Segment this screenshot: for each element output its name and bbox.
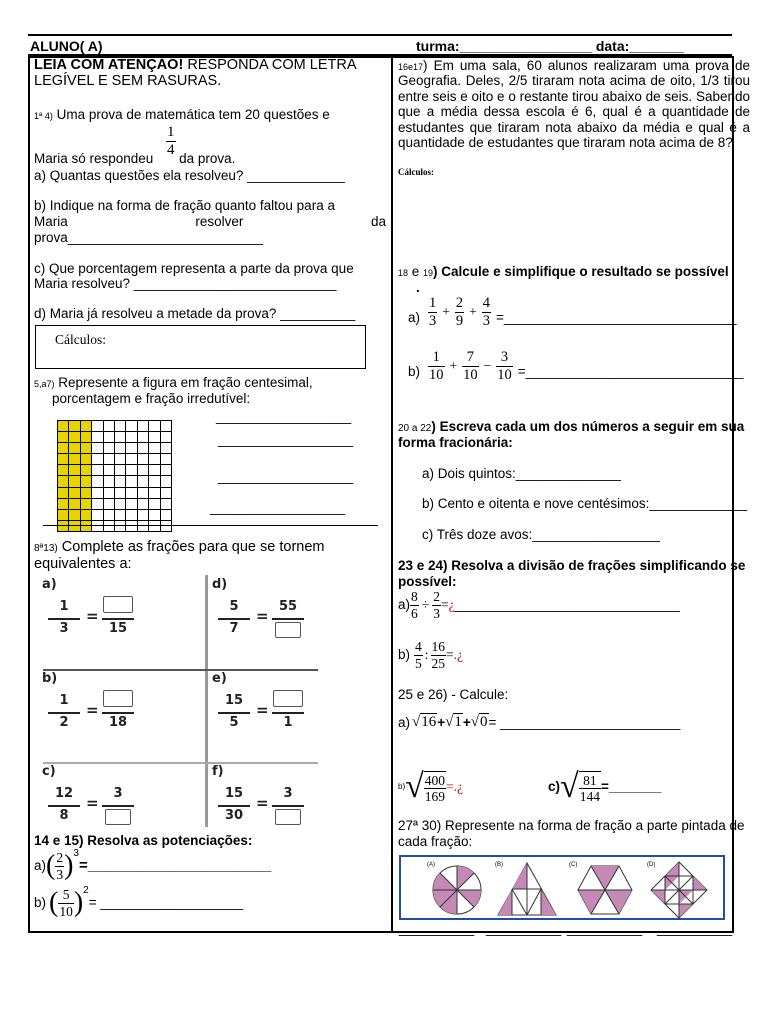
grid-cell-shaded bbox=[69, 421, 80, 432]
shape-answer-c[interactable]: __________ bbox=[567, 921, 643, 936]
calculations-label: Cálculos: bbox=[55, 332, 106, 347]
grid-cell bbox=[92, 487, 103, 498]
question-14a: a) ( 2 3 ) $^3$ =______________________ bbox=[34, 848, 272, 882]
grid-cell bbox=[103, 476, 114, 487]
grid-cell-shaded bbox=[58, 487, 69, 498]
class-date-label: turma:_________________ data:_______ bbox=[416, 38, 684, 54]
equals-sign: = bbox=[256, 794, 269, 812]
grid-cell-shaded bbox=[69, 443, 80, 454]
grid-cell bbox=[114, 476, 125, 487]
grid-cell bbox=[149, 487, 160, 498]
grid-cell bbox=[92, 454, 103, 465]
question-1-fraction: 1 4 bbox=[167, 124, 175, 158]
equiv-target-fraction: 3 bbox=[272, 783, 304, 829]
grid-cell-shaded bbox=[69, 509, 80, 520]
question-18b: b) $\frac{1}{10}$ + $\frac{7}{10}$ − $\frac{3}{10}$ =_____________________________ bbox=[408, 349, 744, 383]
grid-baseline bbox=[43, 525, 378, 526]
sum-fraction bbox=[455, 296, 464, 328]
grid-cell-shaded bbox=[80, 476, 91, 487]
hundred-grid bbox=[57, 420, 172, 532]
grid-cell bbox=[103, 432, 114, 443]
grid-cell-shaded bbox=[58, 509, 69, 520]
question-20b: b) Cento e oitenta e nove centésimos:_____________ bbox=[422, 496, 747, 511]
grid-cell-shaded bbox=[80, 509, 91, 520]
answer-line[interactable]: =_____________________________ bbox=[517, 364, 744, 380]
grid-cell bbox=[137, 476, 148, 487]
equiv-target-fraction: 15 bbox=[102, 596, 134, 642]
question-1c-line1: c) Que porcentagem representa a parte da prova que bbox=[34, 261, 354, 276]
question-25a: a) √16 + √1 + √0 = ________________________ bbox=[398, 714, 681, 730]
shape-c-label: (C) bbox=[569, 862, 578, 868]
grid-cell bbox=[114, 454, 125, 465]
grid-cell bbox=[137, 509, 148, 520]
question-23-title: 23 e 24) Resolva a divisão de frações simplificando se possível: bbox=[398, 558, 746, 589]
grid-cell bbox=[149, 509, 160, 520]
numerator: 4 bbox=[482, 295, 491, 311]
grid-cell bbox=[137, 487, 148, 498]
grid-cell bbox=[160, 498, 171, 509]
column-divider bbox=[391, 56, 393, 933]
grid-cell bbox=[92, 509, 103, 520]
denominator: 10 bbox=[429, 366, 444, 383]
grid-cell bbox=[92, 465, 103, 476]
grid-cell-shaded bbox=[58, 443, 69, 454]
shape-a-label: (A) bbox=[427, 862, 435, 868]
question-1d: d) Maria já resolveu a metade da prova? __________ bbox=[34, 306, 356, 321]
grid-cell-shaded bbox=[58, 498, 69, 509]
grid-cell bbox=[126, 487, 137, 498]
grid-cell bbox=[137, 454, 148, 465]
grid-cell bbox=[160, 421, 171, 432]
grid-cell-shaded bbox=[80, 498, 91, 509]
grid-cell bbox=[126, 432, 137, 443]
grid-cell-shaded bbox=[80, 432, 91, 443]
denominator: 3 bbox=[429, 312, 437, 329]
equiv-target-fraction: 1 bbox=[272, 690, 304, 736]
grid-cell bbox=[92, 421, 103, 432]
answer-line-4[interactable]: __________________ bbox=[210, 500, 346, 515]
grid-cell bbox=[114, 487, 125, 498]
shape-d-label: (D) bbox=[647, 862, 656, 868]
question-8-line2: equivalentes a: bbox=[34, 556, 132, 572]
grid-cell-shaded bbox=[58, 465, 69, 476]
grid-cell bbox=[114, 509, 125, 520]
grid-cell-shaded bbox=[69, 487, 80, 498]
question-1-line2: Maria só respondeu da prova. bbox=[34, 151, 236, 166]
blank-box[interactable] bbox=[275, 622, 301, 638]
equiv-given-fraction: 12 8 bbox=[48, 783, 80, 829]
blank-box[interactable] bbox=[275, 809, 301, 825]
grid-cell-shaded bbox=[80, 421, 91, 432]
question-1-text: 1ª 4) Uma prova de matemática tem 20 questões e bbox=[34, 107, 330, 122]
grid-cell bbox=[114, 443, 125, 454]
question-16-calc-label: Cálculos: bbox=[398, 167, 434, 177]
grid-cell bbox=[103, 454, 114, 465]
answer-line-2[interactable]: __________________ bbox=[218, 432, 354, 447]
sum-fraction bbox=[428, 296, 437, 328]
grid-cell bbox=[126, 454, 137, 465]
grid-cell bbox=[126, 465, 137, 476]
equiv-label: e) bbox=[212, 671, 227, 686]
grid-cell bbox=[92, 476, 103, 487]
answer-line[interactable]: =_______________________________ bbox=[496, 310, 737, 326]
equiv-target-fraction: 3 bbox=[102, 783, 134, 829]
question-27-text: 27ª 30) Represente na forma de fração a parte pintada de cada fração: bbox=[398, 818, 745, 849]
grid-cell bbox=[103, 487, 114, 498]
equiv-divider-1 bbox=[43, 669, 318, 671]
question-1c-line2: Maria resolveu? ___________________________ bbox=[34, 276, 337, 291]
grid-cell bbox=[137, 421, 148, 432]
grid-cell bbox=[103, 421, 114, 432]
grid-cell-shaded bbox=[69, 498, 80, 509]
grid-cell-shaded bbox=[58, 432, 69, 443]
equiv-label: d) bbox=[212, 577, 228, 592]
equiv-label: c) bbox=[42, 764, 56, 779]
equiv-given-fraction: 15 30 bbox=[218, 783, 250, 829]
blank-box[interactable] bbox=[105, 809, 131, 825]
equals-sign: = bbox=[86, 794, 99, 812]
grid-cell-shaded bbox=[58, 476, 69, 487]
grid-cell bbox=[160, 432, 171, 443]
question-16-text: 16e17) Em uma sala, 60 alunos realizaram uma prova de Geografia. Deles, 2/5 tiraram nota acima de oito, 1/3 tirou entre seis e oito e o restante tirou abaixo de seis. Sabendo que a média dessa escola é 6, qual é a quantidade de estudantes que tiraram nota abaixo da média e qual é a quantidade de estudantes que tiraram nota acima de 8? bbox=[398, 58, 750, 150]
grid-cell bbox=[126, 421, 137, 432]
grid-cell bbox=[103, 465, 114, 476]
grid-cell bbox=[114, 432, 125, 443]
student-name-label: ALUNO( A) bbox=[30, 38, 103, 54]
equals-sign: = bbox=[256, 607, 269, 625]
grid-cell bbox=[149, 476, 160, 487]
grid-cell bbox=[160, 443, 171, 454]
equals-sign: = bbox=[86, 701, 99, 719]
sum-fraction bbox=[496, 350, 513, 382]
grid-cell bbox=[160, 487, 171, 498]
question-1a: a) Quantas questões ela resolveu? _____________ bbox=[34, 168, 345, 183]
numerator: 2 bbox=[455, 295, 464, 311]
blank-box[interactable] bbox=[273, 690, 303, 707]
sum-fraction bbox=[482, 296, 491, 328]
grid-cell bbox=[126, 509, 137, 520]
blank-box[interactable] bbox=[103, 690, 133, 707]
equals-sign: = bbox=[86, 607, 99, 625]
question-14b: b) ( 5 10 ) $^2$ = ___________________ bbox=[34, 885, 244, 919]
header-bar bbox=[28, 34, 732, 56]
grid-cell bbox=[149, 454, 160, 465]
grid-cell bbox=[92, 443, 103, 454]
equiv-vertical-divider bbox=[205, 575, 208, 827]
grid-cell-shaded bbox=[58, 421, 69, 432]
question-18-title-2: . bbox=[416, 280, 420, 295]
grid-cell-shaded bbox=[80, 465, 91, 476]
answer-line-3[interactable]: __________________ bbox=[218, 469, 354, 484]
equiv-label: f) bbox=[212, 764, 224, 779]
question-1b-line1: b) Indique na forma de fração quanto faltou para a bbox=[34, 198, 335, 213]
operator: + bbox=[442, 304, 450, 320]
grid-cell-shaded bbox=[58, 454, 69, 465]
question-25c: c) √ $\frac{81}{144}$ =_______ bbox=[548, 768, 662, 805]
denominator: 9 bbox=[455, 312, 464, 329]
grid-cell bbox=[103, 443, 114, 454]
grid-cell bbox=[137, 432, 148, 443]
grid-cell-shaded bbox=[80, 454, 91, 465]
grid-cell bbox=[92, 498, 103, 509]
denominator: 10 bbox=[463, 366, 478, 383]
operator: + bbox=[449, 358, 458, 374]
answer-line-1[interactable]: __________________ bbox=[216, 409, 352, 424]
sum-fraction bbox=[462, 350, 479, 382]
grid-cell bbox=[92, 432, 103, 443]
question-25b: b) √ $\frac{400}{169}$ =.¿ bbox=[398, 768, 464, 805]
shape-answer-d[interactable]: __________ bbox=[657, 921, 733, 936]
equiv-divider-2 bbox=[43, 762, 318, 764]
numerator: 3 bbox=[496, 350, 513, 367]
operator: − bbox=[483, 358, 492, 374]
question-23b: b) 4 5 : $\frac{16}{25}$ = .¿ bbox=[398, 639, 464, 671]
grid-cell bbox=[160, 454, 171, 465]
grid-cell bbox=[103, 509, 114, 520]
blank-box[interactable] bbox=[103, 596, 133, 613]
denominator: 10 bbox=[497, 366, 512, 383]
equiv-target-fraction: 18 bbox=[102, 690, 134, 736]
question-5-line1: 5,a7) Represente a figura em fração centesimal, bbox=[34, 375, 313, 390]
grid-cell bbox=[103, 498, 114, 509]
grid-cell bbox=[126, 498, 137, 509]
grid-cell bbox=[114, 465, 125, 476]
question-25-title: 25 e 26) - Calcule: bbox=[398, 687, 509, 702]
shape-a-circle bbox=[433, 866, 481, 914]
grid-cell bbox=[126, 443, 137, 454]
equals-sign: = bbox=[256, 701, 269, 719]
equiv-given-fraction: 1 2 bbox=[48, 690, 80, 736]
grid-cell bbox=[114, 421, 125, 432]
calculations-box[interactable] bbox=[35, 325, 366, 369]
grid-cell-shaded bbox=[69, 454, 80, 465]
question-23a: a) $\frac{8}{6}$ ÷ $\frac{2}{3}$ = ¿ ______________________________ bbox=[398, 589, 680, 621]
question-5-line2: porcentagem e fração irredutível: bbox=[52, 391, 251, 406]
intro-instruction: LEIA COM ATENÇÃO! RESPONDA COM LETRA LEGÍVEL E SEM RASURAS. bbox=[34, 57, 356, 89]
equiv-target-fraction: 55 bbox=[272, 596, 304, 642]
grid-cell bbox=[160, 465, 171, 476]
sum-fraction bbox=[428, 350, 445, 382]
grid-cell bbox=[149, 421, 160, 432]
equiv-label: a) bbox=[42, 577, 57, 592]
shaded-shapes-panel bbox=[399, 855, 725, 920]
grid-cell-shaded bbox=[69, 465, 80, 476]
grid-cell-shaded bbox=[69, 476, 80, 487]
grid-cell bbox=[137, 498, 148, 509]
numerator: 7 bbox=[462, 350, 479, 367]
question-1b-line2: Maria resolver da bbox=[34, 214, 386, 229]
equiv-given-fraction: 5 7 bbox=[218, 596, 250, 642]
grid-cell bbox=[149, 465, 160, 476]
grid-cell bbox=[149, 443, 160, 454]
question-18-title: 18 e 19) Calcule e simplifique o resultado se possível bbox=[398, 264, 729, 279]
shape-answer-b[interactable]: __________ bbox=[486, 921, 562, 936]
denominator: 3 bbox=[482, 312, 491, 329]
shape-answer-a[interactable]: __________ bbox=[399, 921, 475, 936]
grid-cell bbox=[160, 509, 171, 520]
grid-cell bbox=[149, 432, 160, 443]
question-20a: a) Dois quintos:______________ bbox=[422, 466, 621, 481]
grid-cell bbox=[137, 465, 148, 476]
grid-cell-shaded bbox=[80, 443, 91, 454]
grid-cell bbox=[160, 476, 171, 487]
grid-cell bbox=[137, 443, 148, 454]
question-20c: c) Três doze avos:_________________ bbox=[422, 527, 660, 542]
grid-cell bbox=[114, 498, 125, 509]
shape-b-label: (B) bbox=[495, 862, 503, 868]
operator: + bbox=[469, 304, 477, 320]
grid-cell-shaded bbox=[69, 432, 80, 443]
equiv-label: b) bbox=[42, 671, 58, 686]
grid-cell-shaded bbox=[80, 487, 91, 498]
equiv-given-fraction: 1 3 bbox=[48, 596, 80, 642]
question-8-line1: 8ª13) Complete as frações para que se tornem bbox=[34, 539, 325, 555]
question-14-title: 14 e 15) Resolva as potenciações: bbox=[34, 833, 253, 848]
grid-cell bbox=[126, 476, 137, 487]
equiv-given-fraction: 15 5 bbox=[218, 690, 250, 736]
question-1b-line3: prova__________________________ bbox=[34, 230, 263, 245]
numerator: 1 bbox=[428, 350, 445, 367]
question-18a: a) $\frac{1}{3}$ + $\frac{2}{9}$ + $\frac{4}{3}$ =_______________________________ bbox=[408, 295, 737, 329]
question-20-title: 20 a 22) Escreva cada um dos números a seguir em sua forma fracionária: bbox=[398, 419, 745, 450]
grid-cell bbox=[149, 498, 160, 509]
numerator: 1 bbox=[429, 295, 437, 311]
